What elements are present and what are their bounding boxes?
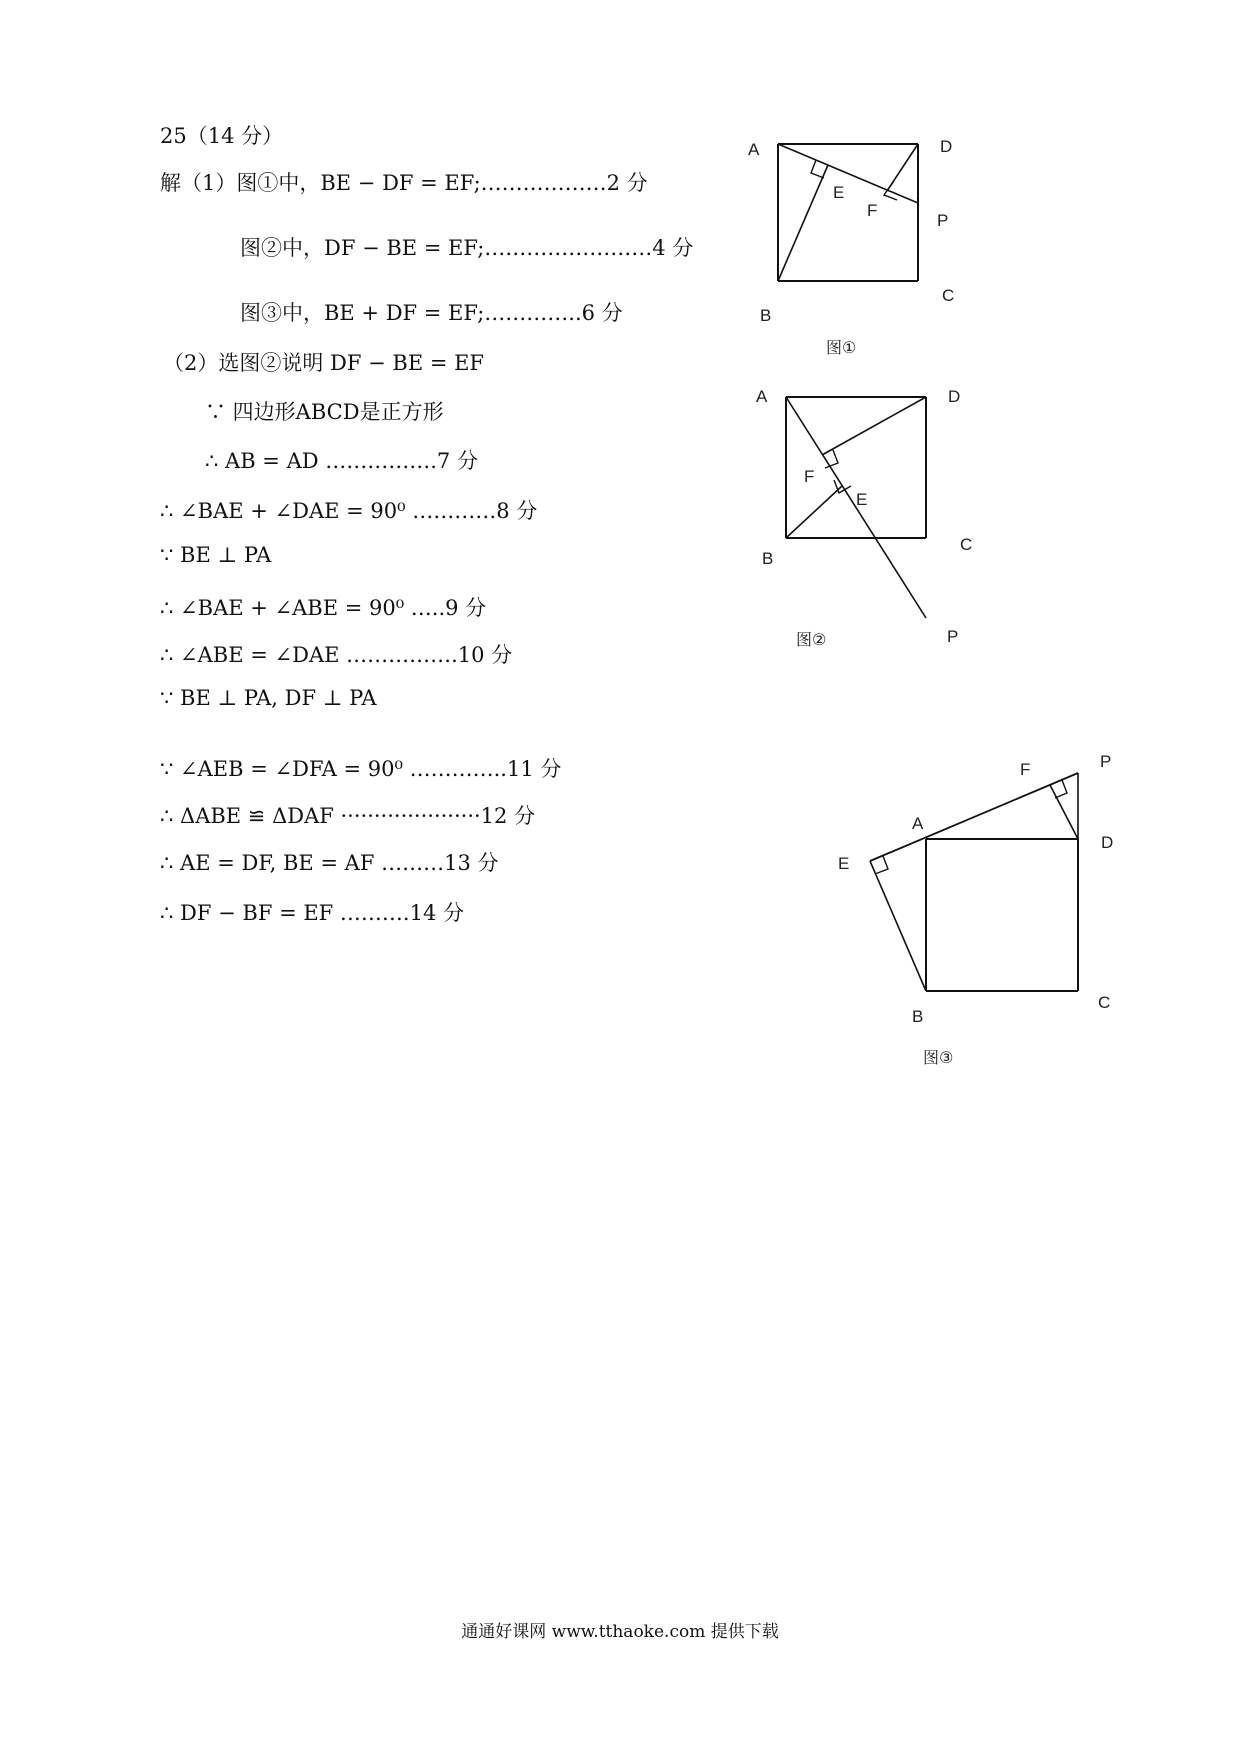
part2-line-8: ∵ BE ⊥ PA, DF ⊥ PA <box>160 686 377 710</box>
part2-line-9: ∵ ∠AEB = ∠DFA = 90⁰ …………..11 分 <box>160 757 562 781</box>
footer-text: 通通好课网 www.tthaoke.com 提供下载 <box>461 1622 779 1642</box>
fig3-label-a: A <box>912 814 924 833</box>
fig1-label-d: D <box>940 137 953 156</box>
part1-line-3: 图③中，BE + DF = EF;…………..6 分 <box>240 301 623 325</box>
fig1-label-a: A <box>748 140 760 159</box>
part2-line-11: ∴ AE = DF, BE = AF ………13 分 <box>160 851 499 875</box>
fig3-label-p: P <box>1100 752 1112 771</box>
fig2-line-be <box>786 486 842 538</box>
fig2-label-b: B <box>762 549 774 568</box>
fig3-line-ep <box>870 773 1078 861</box>
part2-line-10: ∴ ΔABE ≌ ΔDAF ·····················12 分 <box>160 804 536 828</box>
fig3-label-b: B <box>912 1007 924 1026</box>
figure-1 <box>730 125 980 370</box>
part2-line-1: （2）选图②说明 DF − BE = EF <box>163 351 484 375</box>
fig2-caption: 图② <box>796 630 827 649</box>
fig3-caption: 图③ <box>923 1048 954 1067</box>
fig2-label-a: A <box>756 387 768 406</box>
fig2-line-df <box>822 397 926 455</box>
fig3-label-f: F <box>1020 760 1031 779</box>
part2-line-6: ∴ ∠BAE + ∠ABE = 90⁰ …..9 分 <box>160 596 487 620</box>
part2-line-12: ∴ DF − BF = EF ……….14 分 <box>160 901 464 925</box>
fig1-right-angle-f <box>884 181 897 200</box>
figure-3 <box>830 745 1130 1080</box>
part1-line-1: 解（1）图①中，BE − DF = EF;………………2 分 <box>160 171 648 195</box>
fig1-caption: 图① <box>826 338 857 357</box>
fig2-label-e: E <box>856 490 868 509</box>
fig3-label-e: E <box>838 854 850 873</box>
fig2-label-c: C <box>960 535 973 554</box>
fig3-label-d: D <box>1101 833 1114 852</box>
fig1-line-ap <box>778 144 918 203</box>
fig3-line-df <box>1050 785 1078 839</box>
fig1-label-f: F <box>867 201 878 220</box>
part2-line-5: ∵ BE ⊥ PA <box>160 543 272 567</box>
fig1-label-b: B <box>760 306 772 325</box>
part2-line-7: ∴ ∠ABE = ∠DAE …………….10 分 <box>160 643 513 667</box>
fig2-label-f: F <box>804 467 815 486</box>
fig1-label-p: P <box>937 211 949 230</box>
problem-header: 25（14 分） <box>160 124 284 148</box>
fig1-line-be <box>778 165 828 281</box>
fig3-line-be <box>870 861 926 991</box>
figure-2 <box>730 375 980 660</box>
part2-line-3: ∴ AB = AD …………….7 分 <box>205 449 478 473</box>
fig1-label-e: E <box>833 183 845 202</box>
part2-line-4: ∴ ∠BAE + ∠DAE = 90⁰ …………8 分 <box>160 499 538 523</box>
fig2-label-p: P <box>947 627 959 646</box>
fig3-label-c: C <box>1098 993 1111 1012</box>
fig2-label-d: D <box>948 387 961 406</box>
part2-line-2: ∵ 四边形ABCD是正方形 <box>205 400 444 424</box>
fig1-label-c: C <box>942 286 955 305</box>
part1-line-2: 图②中，DF − BE = EF;……………………4 分 <box>240 236 694 260</box>
